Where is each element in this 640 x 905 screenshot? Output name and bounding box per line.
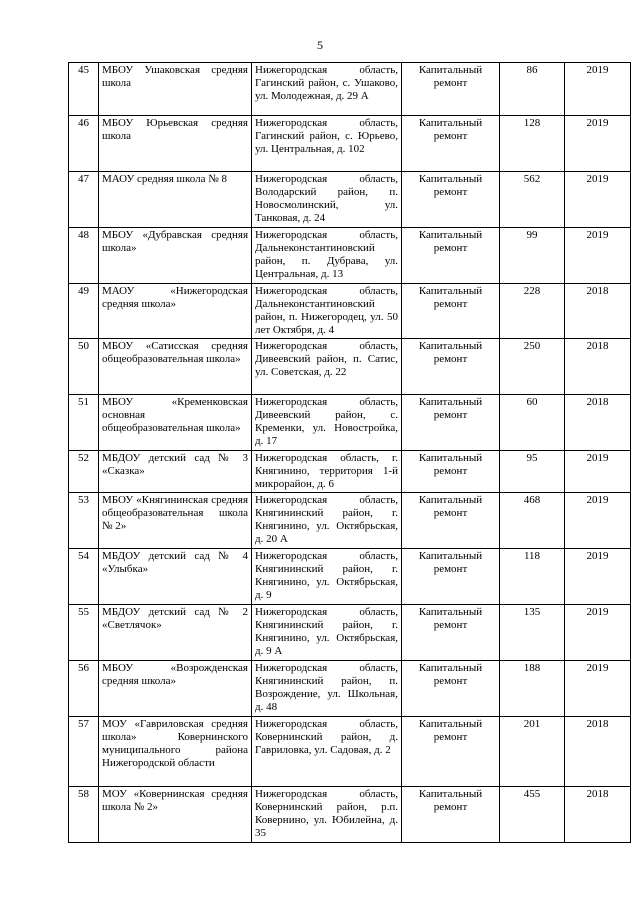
capacity-value: 95 [500,451,565,493]
institution-address: Нижегородская область, Княгининский район, г. Княгинино, ул. Октябрьская, д. 9 А [252,605,402,661]
institution-address: Нижегородская область, Гагинский район, с. Юрьево, ул. Центральная, д. 102 [252,116,402,172]
year-value: 2019 [565,451,631,493]
institution-address: Нижегородская область, Княгининский район, г. Княгинино, ул. Октябрьская, д. 20 А [252,493,402,549]
work-type: Капитальный ремонт [402,451,500,493]
capacity-value: 562 [500,172,565,228]
institution-address: Нижегородская область, г. Княгинино, территория 1-й микрорайон, д. 6 [252,451,402,493]
year-value: 2019 [565,116,631,172]
row-number: 55 [69,605,99,661]
year-value: 2018 [565,284,631,339]
capacity-value: 135 [500,605,565,661]
table-row [69,451,631,493]
work-type: Капитальный ремонт [402,63,500,116]
capacity-value: 60 [500,395,565,451]
row-number: 46 [69,116,99,172]
work-type: Капитальный ремонт [402,787,500,843]
capacity-value: 455 [500,787,565,843]
table-body [69,63,631,843]
work-type: Капитальный ремонт [402,339,500,395]
table-row [69,284,631,339]
institution-name: МАОУ средняя школа № 8 [99,172,252,228]
table-row [69,549,631,605]
year-value: 2018 [565,717,631,787]
capacity-value: 201 [500,717,565,787]
institution-address: Нижегородская область, Гагинский район, с. Ушаково, ул. Молодежная, д. 29 А [252,63,402,116]
capacity-value: 99 [500,228,565,284]
capacity-value: 468 [500,493,565,549]
year-value: 2018 [565,395,631,451]
institution-address: Нижегородская область, Дивеевский район, п. Сатис, ул. Советская, д. 22 [252,339,402,395]
institution-address: Нижегородская область, Володарский район, п. Новосмолинский, ул. Танковая, д. 24 [252,172,402,228]
year-value: 2019 [565,172,631,228]
institution-address: Нижегородская область, Ковернинский район, р.п. Ковернино, ул. Юбилейна, д. 35 [252,787,402,843]
row-number: 50 [69,339,99,395]
work-type: Капитальный ремонт [402,228,500,284]
work-type: Капитальный ремонт [402,549,500,605]
institution-name: МБОУ Юрьевская средняя школа [99,116,252,172]
capacity-value: 250 [500,339,565,395]
institution-name: МОУ «Ковернинская средняя школа № 2» [99,787,252,843]
institution-name: МАОУ «Нижегородская средняя школа» [99,284,252,339]
institution-name: МБДОУ детский сад № 3 «Сказка» [99,451,252,493]
institution-name: МОУ «Гавриловская средняя школа» Ковернинского муниципального района Нижегородской области [99,717,252,787]
institution-address: Нижегородская область, Княгининский район, г. Княгинино, ул. Октябрьская, д. 9 [252,549,402,605]
institution-address: Нижегородская область, Дальнеконстантиновский район, п. Дубрава, ул. Центральная, д. 13 [252,228,402,284]
table-row [69,339,631,395]
capacity-value: 228 [500,284,565,339]
year-value: 2018 [565,787,631,843]
institution-name: МБОУ «Кременковская основная общеобразовательная школа» [99,395,252,451]
capacity-value: 188 [500,661,565,717]
institution-address: Нижегородская область, Дальнеконстантиновский район, п. Нижегородец, ул. 50 лет Октября, д. 4 [252,284,402,339]
table-row [69,63,631,116]
table-row [69,172,631,228]
work-type: Капитальный ремонт [402,605,500,661]
row-number: 45 [69,63,99,116]
row-number: 47 [69,172,99,228]
capacity-value: 128 [500,116,565,172]
institution-name: МБОУ «Дубравская средняя школа» [99,228,252,284]
year-value: 2018 [565,339,631,395]
year-value: 2019 [565,228,631,284]
row-number: 57 [69,717,99,787]
institution-name: МБОУ «Сатисская средняя общеобразовательная школа» [99,339,252,395]
institution-name: МБОУ «Возрожденская средняя школа» [99,661,252,717]
table-row [69,605,631,661]
institution-address: Нижегородская область, Княгининский район, п. Возрождение, ул. Школьная, д. 48 [252,661,402,717]
year-value: 2019 [565,549,631,605]
row-number: 48 [69,228,99,284]
table-row [69,228,631,284]
institution-name: МБДОУ детский сад № 4 «Улыбка» [99,549,252,605]
page-number: 5 [317,38,323,52]
year-value: 2019 [565,661,631,717]
work-type: Капитальный ремонт [402,717,500,787]
institution-address: Нижегородская область, Дивеевский район, с. Кременки, ул. Новостройка, д. 17 [252,395,402,451]
year-value: 2019 [565,63,631,116]
capacity-value: 118 [500,549,565,605]
table-row [69,116,631,172]
table-row [69,717,631,787]
table-row [69,395,631,451]
work-type: Капитальный ремонт [402,395,500,451]
work-type: Капитальный ремонт [402,661,500,717]
table-row [69,661,631,717]
row-number: 49 [69,284,99,339]
row-number: 54 [69,549,99,605]
work-type: Капитальный ремонт [402,172,500,228]
row-number: 56 [69,661,99,717]
capacity-value: 86 [500,63,565,116]
institution-name: МБОУ Ушаковская средняя школа [99,63,252,116]
work-type: Капитальный ремонт [402,284,500,339]
row-number: 53 [69,493,99,549]
institution-name: МБДОУ детский сад № 2 «Светлячок» [99,605,252,661]
schools-table [68,62,631,843]
row-number: 58 [69,787,99,843]
row-number: 52 [69,451,99,493]
year-value: 2019 [565,605,631,661]
institution-name: МБОУ «Княгининская средняя общеобразовательная школа № 2» [99,493,252,549]
table-row [69,787,631,843]
work-type: Капитальный ремонт [402,116,500,172]
work-type: Капитальный ремонт [402,493,500,549]
institution-address: Нижегородская область, Ковернинский район, д. Гавриловка, ул. Садовая, д. 2 [252,717,402,787]
year-value: 2019 [565,493,631,549]
table-row [69,493,631,549]
row-number: 51 [69,395,99,451]
